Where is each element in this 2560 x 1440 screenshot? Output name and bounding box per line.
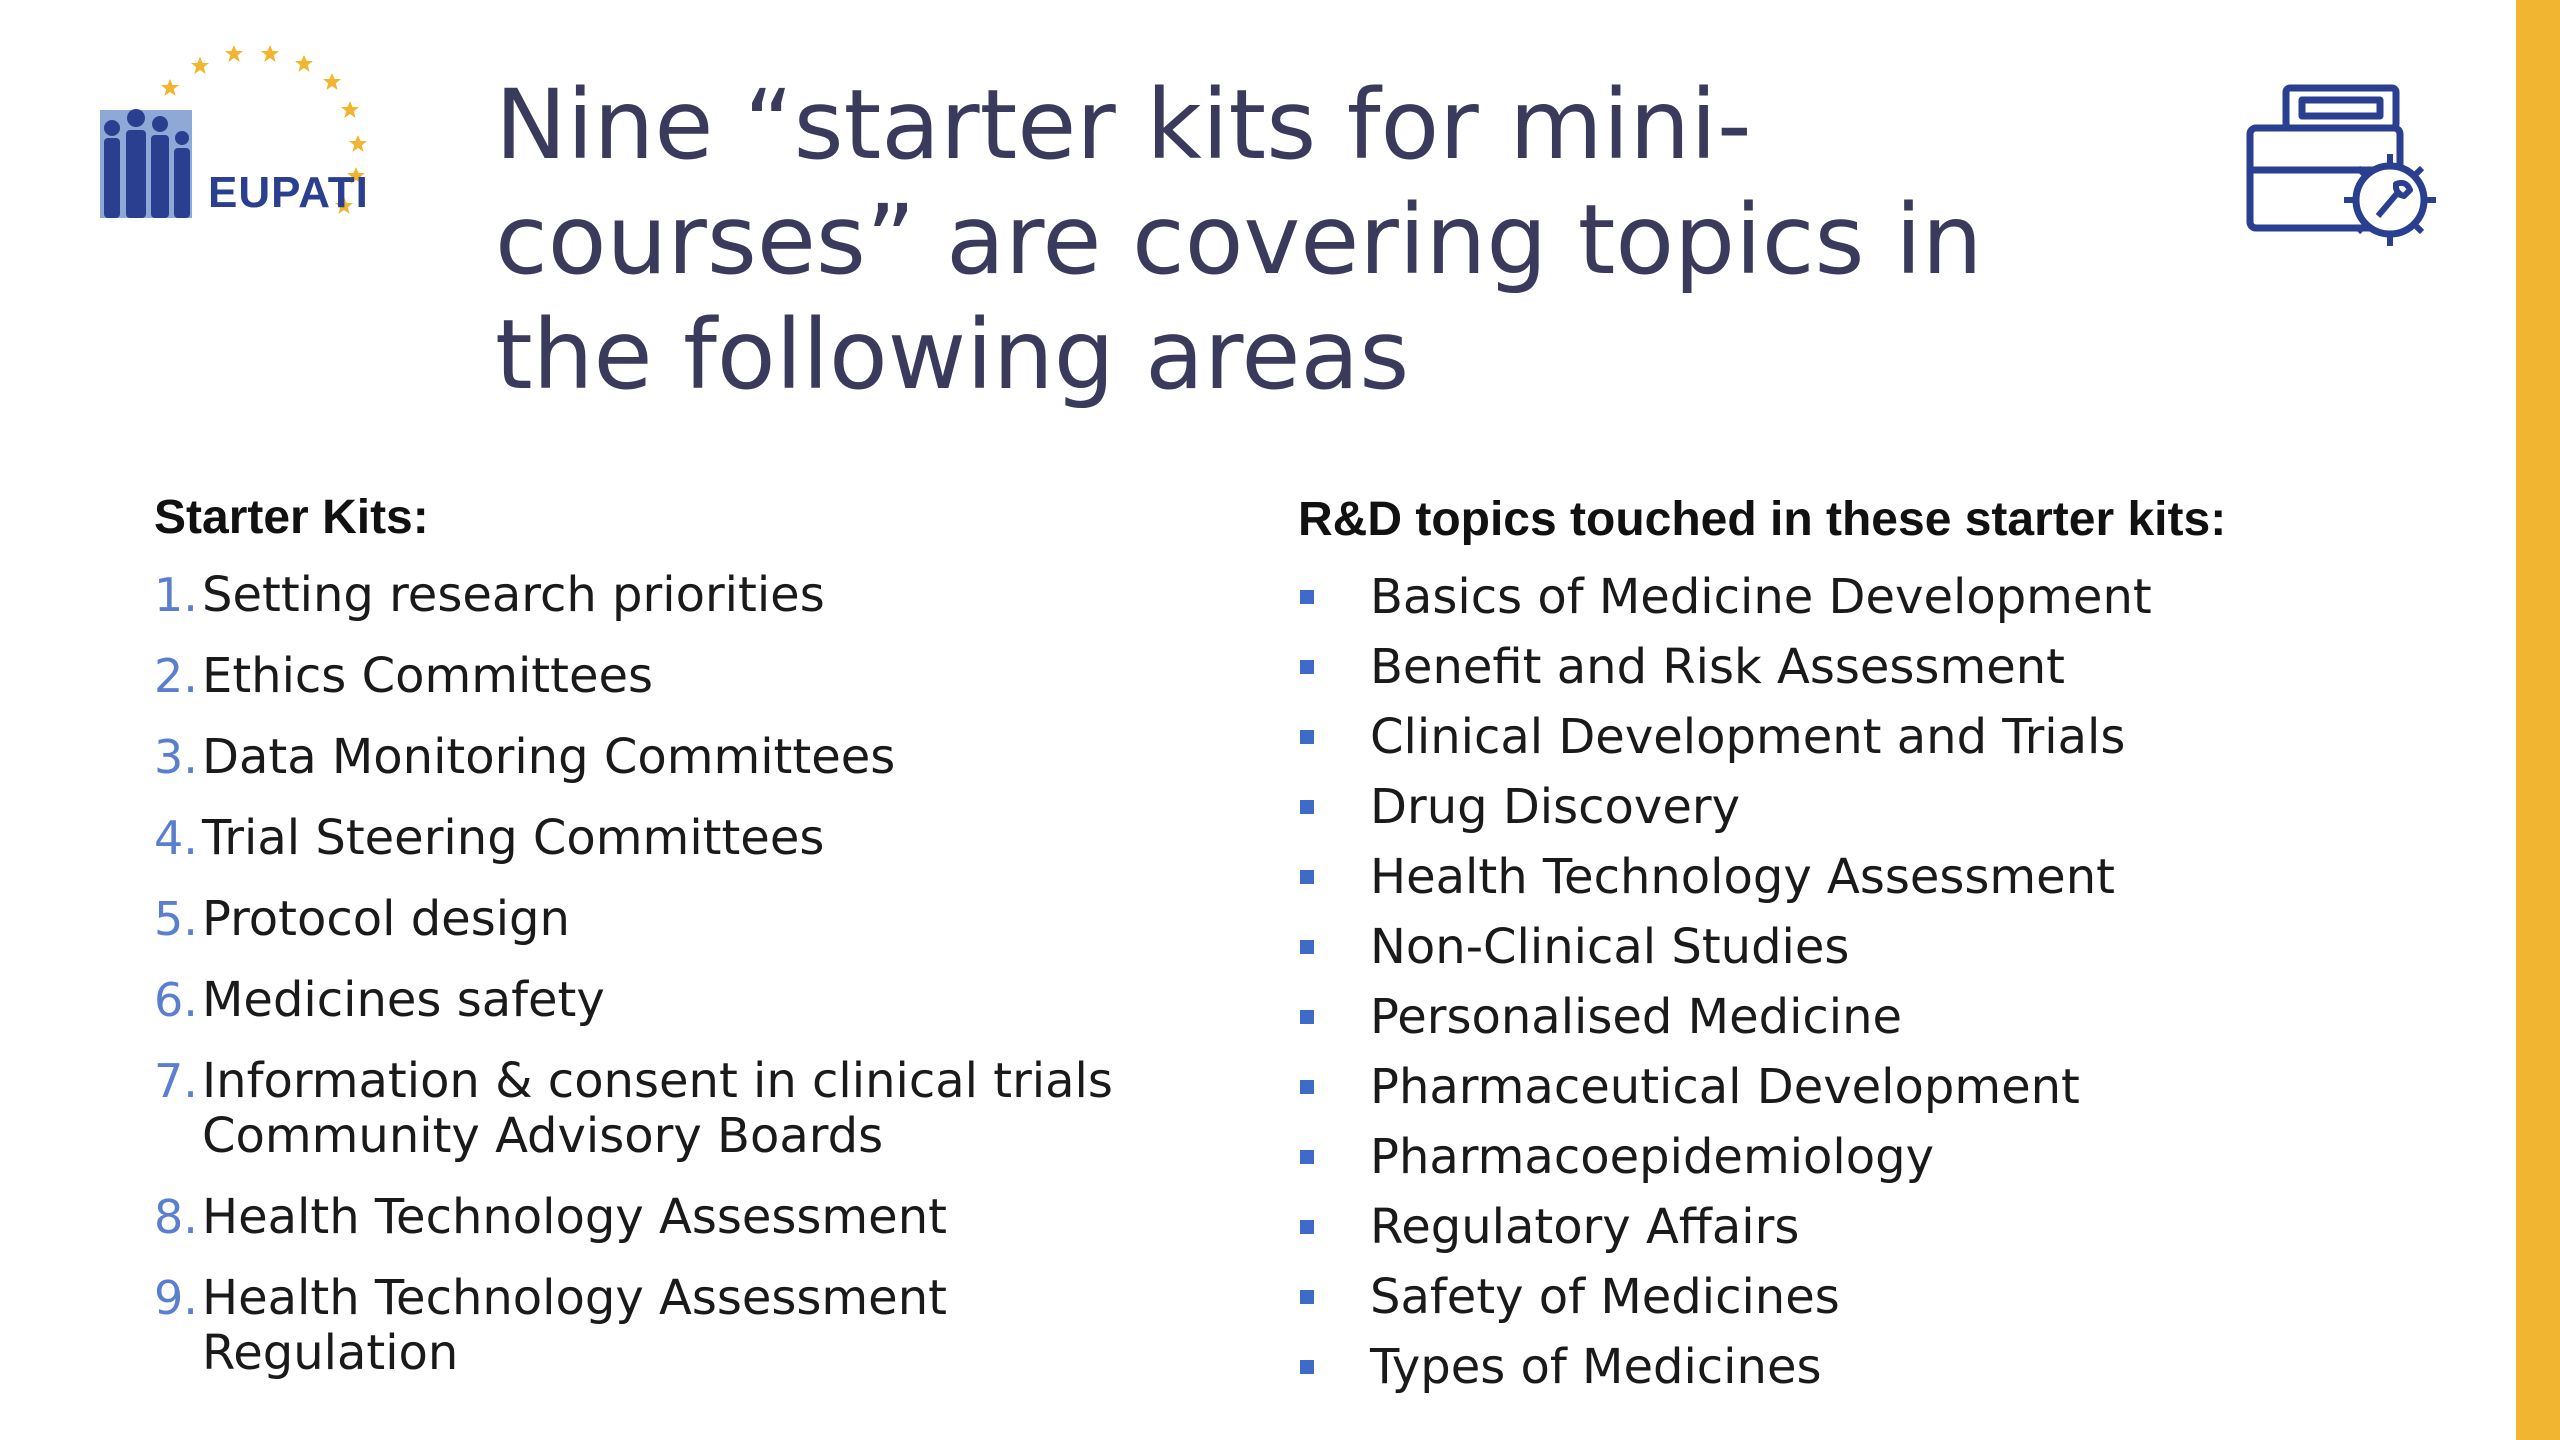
logo-text: EUPATI [208,168,369,217]
list-item-label: Clinical Development and Trials [1370,709,2126,765]
list-item-number: 6. [154,973,198,1027]
list-item-label: Drug Discovery [1370,779,1740,835]
list-item [1298,1262,2458,1332]
starter-kits-section [154,488,1214,1407]
list-item-label: Setting research priorities [202,567,825,623]
list-item [154,730,1214,785]
square-bullet-icon [1300,1360,1314,1374]
list-item-label: Protocol design [202,891,570,947]
list-item [154,811,1214,866]
square-bullet-icon [1300,1150,1314,1164]
list-item-label: Trial Steering Committees [202,810,825,866]
list-item-label: Non-Clinical Studies [1370,919,1850,975]
list-item-label: Data Monitoring Committees [202,729,896,785]
list-item-label: Ethics Committees [202,648,654,704]
list-item [154,1271,1214,1381]
list-item-number: 8. [154,1190,198,1244]
list-item-label: Information & consent in clinical trials Community Advisory Boards [202,1053,1113,1164]
list-item [1298,912,2458,982]
list-item-number: 1. [154,568,198,622]
list-item-number: 3. [154,730,198,784]
list-item [1298,1192,2458,1262]
rd-topics-heading: R&D topics touched in these starter kits: [1298,493,2227,546]
list-item [154,892,1214,947]
square-bullet-icon [1300,730,1314,744]
square-bullet-icon [1300,660,1314,674]
accent-bar [2516,0,2560,1440]
rd-topics-list [1298,562,2458,1402]
list-item-number: 5. [154,892,198,946]
eupati-logo [78,40,428,240]
square-bullet-icon [1300,870,1314,884]
list-item [154,973,1214,1028]
list-item-label: Health Technology Assessment Regulation [202,1270,947,1381]
list-item [1298,1122,2458,1192]
page-title: Nine “starter kits for mini-courses” are covering topics in the following areas [495,69,1983,411]
starter-kits-list [154,568,1214,1381]
starter-kits-heading: Starter Kits: [154,491,429,544]
list-item [1298,1332,2458,1402]
list-item [1298,772,2458,842]
rd-topics-section [1298,490,2458,1402]
toolbox-gear-icon [2240,70,2460,260]
list-item-number: 4. [154,811,198,865]
square-bullet-icon [1300,1290,1314,1304]
square-bullet-icon [1300,940,1314,954]
list-item-label: Regulatory Affairs [1370,1199,1800,1255]
list-item-label: Safety of Medicines [1370,1269,1840,1325]
list-item [154,1190,1214,1245]
list-item [1298,982,2458,1052]
list-item-label: Medicines safety [202,972,605,1028]
list-item-label: Health Technology Assessment [202,1189,947,1245]
list-item [1298,702,2458,772]
list-item-number: 7. [154,1054,198,1108]
list-item-label: Benefit and Risk Assessment [1370,639,2065,695]
list-item [1298,842,2458,912]
square-bullet-icon [1300,1080,1314,1094]
list-item-label: Personalised Medicine [1370,989,1903,1045]
list-item [1298,632,2458,702]
list-item-label: Pharmaceutical Development [1370,1059,2080,1115]
list-item-label: Pharmacoepidemiology [1370,1129,1934,1185]
list-item [154,1054,1214,1164]
list-item [1298,1052,2458,1122]
list-item-label: Types of Medicines [1370,1339,1822,1395]
list-item-number: 2. [154,649,198,703]
square-bullet-icon [1300,1220,1314,1234]
square-bullet-icon [1300,590,1314,604]
list-item-number: 9. [154,1271,198,1325]
list-item [154,568,1214,623]
square-bullet-icon [1300,800,1314,814]
list-item [154,649,1214,704]
list-item [1298,562,2458,632]
square-bullet-icon [1300,1010,1314,1024]
list-item-label: Basics of Medicine Development [1370,569,2152,625]
list-item-label: Health Technology Assessment [1370,849,2115,905]
